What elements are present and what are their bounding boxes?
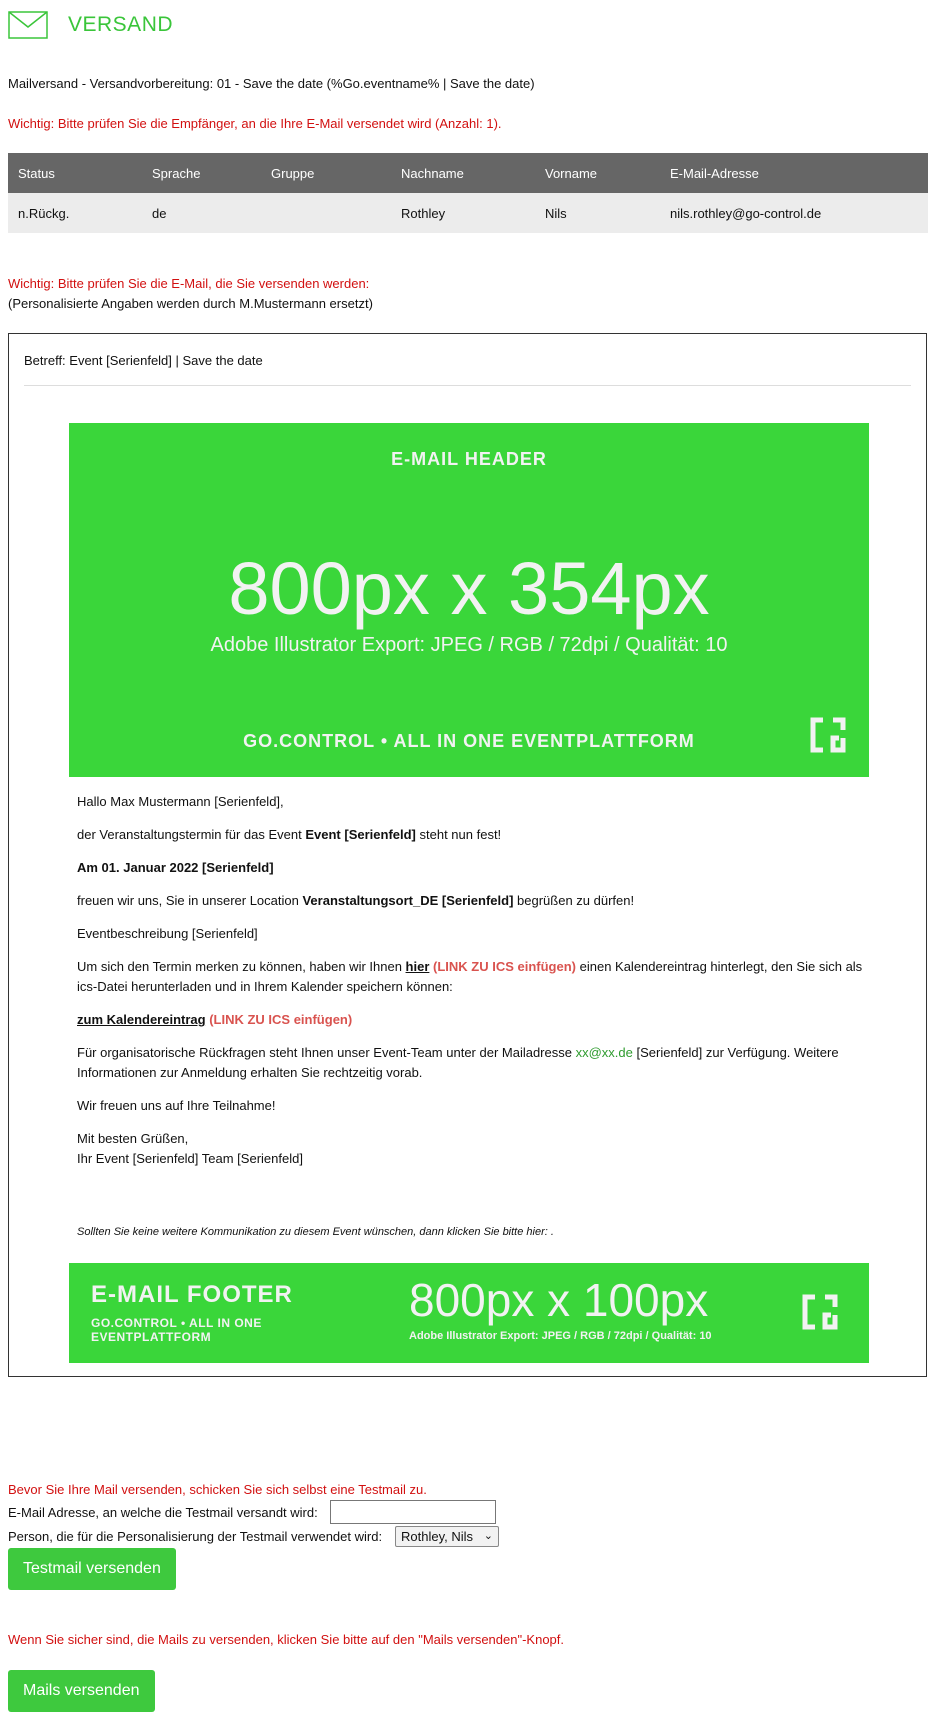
cell-group <box>261 193 391 233</box>
testmail-person-select[interactable] <box>395 1526 499 1547</box>
email-subject: Betreff: Event [Serienfeld] | Save the date <box>24 353 263 368</box>
event-name: Event [Serienfeld] <box>305 827 416 842</box>
header-image-tagline: GO.CONTROL • ALL IN ONE EVENTPLATTFORM <box>243 731 695 751</box>
recipients-table <box>8 153 928 233</box>
footer-image-size: 800px x 100px <box>409 1274 709 1326</box>
text: Für organisatorische Rückfragen steht Ihnen unser Event-Team unter der Mailadresse <box>77 1045 576 1060</box>
table-row <box>8 193 928 233</box>
page-title: VERSAND <box>68 13 174 36</box>
chevron-down-icon: ⌄ <box>483 1530 493 1542</box>
go-control-logo-icon <box>809 716 847 754</box>
event-description: Eventbeschreibung [Serienfeld] <box>77 926 258 941</box>
calendar-link[interactable]: zum Kalendereintrag <box>77 1012 206 1027</box>
envelope-icon <box>8 11 48 39</box>
body-paragraph: Wir freuen uns auf Ihre Teilnahme! <box>77 1098 276 1113</box>
header-image-size: 800px x 354px <box>228 547 710 630</box>
recipients-warning: Wichtig: Bitte prüfen Sie die Empfänger, an die Ihre E-Mail versendet wird (Anzahl: 1). <box>8 116 502 131</box>
event-date <box>77 858 867 878</box>
header-image-title: E-MAIL HEADER <box>391 449 547 469</box>
text: einen Kalendereintrag hinterlegt, den Sie sich als ics-Datei herunterladen und in Ihrem Kalender speichern können: <box>77 959 863 994</box>
body-paragraph <box>77 1043 867 1083</box>
text: der Veranstaltungstermin für das Event <box>77 827 306 842</box>
text: steht nun fest! <box>415 827 502 842</box>
closing-signature: Ihr Event [Serienfeld] Team [Serienfeld] <box>77 1151 303 1166</box>
divider <box>24 385 911 386</box>
cell-email: nils.rothley@go-control.de <box>660 193 928 233</box>
ics-link[interactable]: hier <box>405 959 430 974</box>
greeting: Hallo Max Mustermann [Serienfeld], <box>77 794 284 809</box>
column-header-lastname: Nachname <box>391 153 535 193</box>
go-control-logo-icon <box>801 1293 839 1331</box>
email-header-image <box>69 423 869 777</box>
selected-person: Rothley, Nils <box>401 1529 474 1544</box>
page-header <box>8 8 173 42</box>
intro-text: Mailversand - Versandvorbereitung: 01 - Save the date (%Go.eventname% | Save the date) <box>8 76 535 91</box>
cell-lastname: Rothley <box>391 193 535 233</box>
testmail-address-input[interactable] <box>330 1500 496 1524</box>
testmail-address-label: E-Mail Adresse, an welche die Testmail versandt wird: <box>8 1505 318 1520</box>
footer-image-tagline: GO.CONTROL • ALL IN ONE EVENTPLATTFORM <box>91 1316 262 1344</box>
ics-placeholder: (LINK ZU ICS einfügen) <box>205 1012 353 1027</box>
email-preview <box>8 333 927 1377</box>
unsubscribe-text: Sollten Sie keine weitere Kommunikation zu diesem Event wünschen, dann klicken Sie bitte hier: . <box>77 1226 554 1238</box>
contact-email-link[interactable]: xx@xx.de <box>575 1045 633 1060</box>
ics-placeholder: (LINK ZU ICS einfügen) <box>429 959 576 974</box>
email-footer-image <box>69 1263 869 1363</box>
email-body <box>77 792 867 1182</box>
send-testmail-button[interactable]: Testmail versenden <box>8 1548 176 1590</box>
testmail-notice: Bevor Sie Ihre Mail versenden, schicken Sie sich selbst eine Testmail zu. <box>8 1482 427 1497</box>
text: begrüßen zu dürfen! <box>513 893 635 908</box>
body-paragraph <box>77 891 867 911</box>
cell-firstname: Nils <box>535 193 660 233</box>
cell-status: n.Rückg. <box>8 193 142 233</box>
calendar-paragraph <box>77 1010 867 1030</box>
closing-line: Mit besten Grüßen, <box>77 1131 189 1146</box>
event-date-text: Am 01. Januar 2022 [Serienfeld] <box>77 860 274 875</box>
column-header-email: E-Mail-Adresse <box>660 153 928 193</box>
cell-language: de <box>142 193 261 233</box>
footer-image-title: E-MAIL FOOTER <box>91 1281 293 1308</box>
header-image-export: Adobe Illustrator Export: JPEG / RGB / 72dpi / Qualität: 10 <box>210 634 728 656</box>
text: freuen wir uns, Sie in unserer Location <box>77 893 303 908</box>
footer-image-export: Adobe Illustrator Export: JPEG / RGB / 72dpi / Qualität: 10 <box>409 1330 712 1342</box>
personalization-note: (Personalisierte Angaben werden durch M.Mustermann ersetzt) <box>8 296 373 311</box>
text: Um sich den Termin merken zu können, haben wir Ihnen <box>77 959 406 974</box>
send-mails-button[interactable]: Mails versenden <box>8 1670 155 1712</box>
testmail-person-label: Person, die für die Personalisierung der Testmail verwendet wird: <box>8 1529 383 1544</box>
location-name: Veranstaltungsort_DE [Serienfeld] <box>302 893 514 908</box>
column-header-status: Status <box>8 153 142 193</box>
email-warning: Wichtig: Bitte prüfen Sie die E-Mail, die Sie versenden werden: <box>8 276 370 291</box>
text: [Serienfeld] zur Verfügung. Weitere Informationen zur Anmeldung erhalten Sie rechtzeitig vorab. <box>77 1045 839 1080</box>
body-paragraph <box>77 957 867 997</box>
table-header-row <box>8 153 928 193</box>
column-header-group: Gruppe <box>261 153 391 193</box>
body-paragraph <box>77 825 867 845</box>
column-header-firstname: Vorname <box>535 153 660 193</box>
closing <box>77 1129 867 1169</box>
column-header-language: Sprache <box>142 153 261 193</box>
send-notice: Wenn Sie sicher sind, die Mails zu versenden, klicken Sie bitte auf den "Mails versenden"-Knopf. <box>8 1632 564 1647</box>
